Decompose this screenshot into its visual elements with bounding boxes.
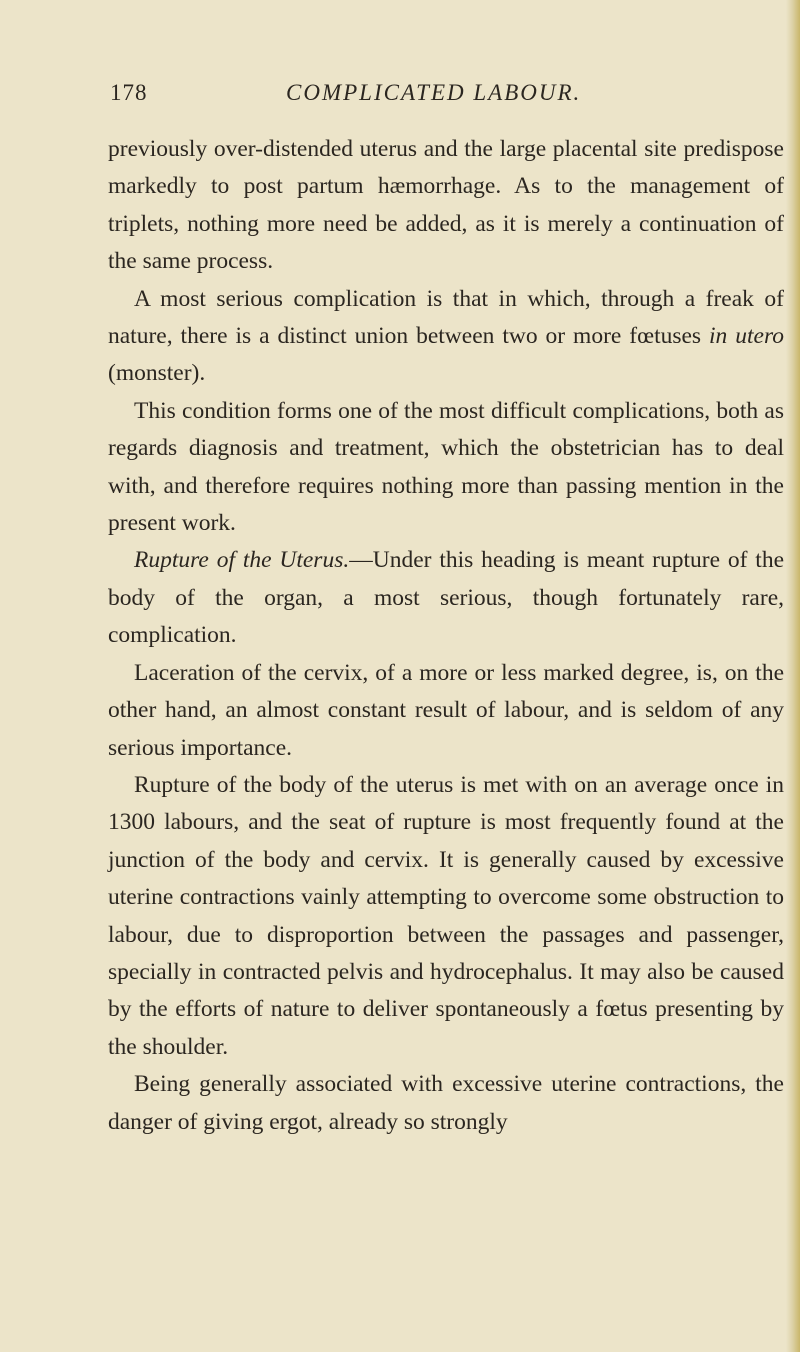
body-text bbox=[108, 131, 784, 1141]
page-header bbox=[108, 80, 788, 120]
paragraph-4 bbox=[108, 542, 784, 654]
paragraph-2 bbox=[108, 281, 784, 393]
paragraph-3: This condition forms one of the most difficult complications, both as regards diagnosis and treatment, which the obstetrician has to deal with, and therefore requires nothing more than passing mention in the present work. bbox=[108, 397, 784, 537]
page-edge bbox=[786, 0, 800, 1352]
paragraph-7: Being generally associated with excessive uterine contractions, the danger of giving ergot, already so strongly bbox=[108, 1071, 784, 1135]
italic-in-utero: in utero bbox=[709, 323, 784, 350]
running-title: COMPLICATED LABOUR. bbox=[286, 80, 582, 105]
paragraph-2-end: (monster). bbox=[108, 360, 206, 387]
section-heading-rupture: Rupture of the Uterus. bbox=[134, 547, 350, 574]
paragraph-2-text: A most serious complication is that in which, through a freak of nature, there is a distinct union between two or more fœtuses bbox=[108, 285, 784, 350]
paragraph-5: Laceration of the cervix, of a more or less marked degree, is, on the other hand, an almost constant result of labour, and is seldom of any serious importance. bbox=[108, 659, 784, 761]
page-number: 178 bbox=[110, 80, 148, 105]
paragraph-4-text: —Under this heading is meant rupture of the body of the organ, a most serious, though fortunately rare, complication. bbox=[108, 547, 785, 649]
paragraph-6: Rupture of the body of the uterus is met with on an average once in 1300 labours, and the seat of rupture is most frequently found at the junction of the body and cervix. It is generally caused by excessive uterine contractions vainly attempting to overcome some obstruction to labour, due to disproportion between the passages and passenger, specially in contracted pelvis and hydrocephalus. It may also be caused by the efforts of nature to deliver spontaneously a fœtus presenting by the shoulder. bbox=[108, 771, 784, 1060]
paragraph-1: previously over-distended uterus and the large placental site predispose markedly to post partum hæmorrhage. As to the management of triplets, nothing more need be added, as it is merely a continuation of the same process. bbox=[108, 136, 784, 275]
